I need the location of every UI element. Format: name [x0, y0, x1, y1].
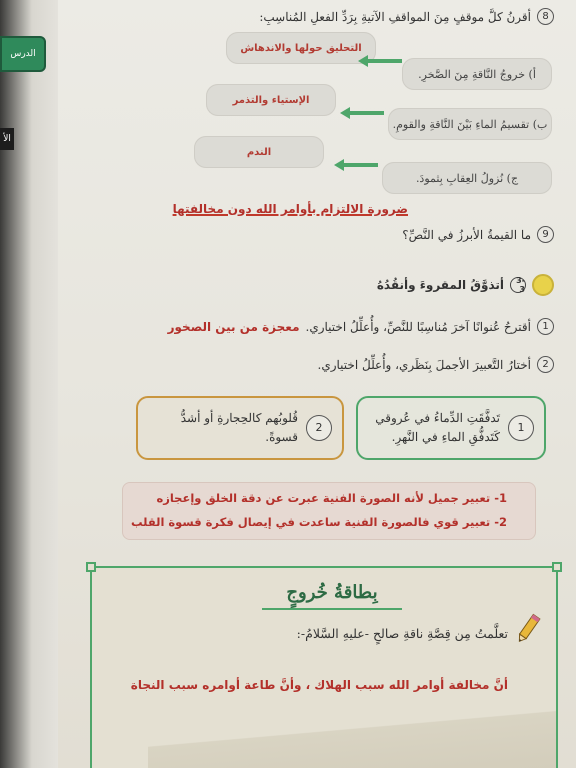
q8-situation-b [388, 108, 552, 140]
lightbulb-icon [532, 274, 554, 296]
q8-answer-a [226, 32, 376, 64]
side-tab-dark-label: الأ [3, 134, 11, 144]
q8-answer-b [206, 84, 336, 116]
side-tab-lesson-label: الدرس [10, 49, 36, 59]
question-8-prompt: أقرنُ كلَّ موقفٍ مِنَ المواقفِ الآتيةِ بِرَدِّ الفعلِ المُناسِبِ: [259, 9, 531, 24]
option-1-number: 1 [508, 415, 534, 441]
taste-q1-prompt: أقترحُ عُنوانًا آخرَ مُناسِبًا للنَّصِّ، وأُعلِّلُ اختياري. [305, 319, 531, 334]
option-1-line-1: تَدفَّقَتِ الدِّماءُ في عُروقي [375, 410, 500, 425]
question-9-number: 9 [537, 226, 554, 243]
taste-q2-prompt: أختارُ التَّعبيرَ الأجملَ بِنَظَري، وأُعلِّلُ اختياري. [317, 357, 531, 372]
question-9 [402, 226, 554, 243]
taste-section-title: أتذوَّقُ المقروءَ وأنقُدُهُ [376, 278, 504, 292]
taste-section-header [377, 274, 554, 296]
section-badge: 3-3 [510, 277, 526, 293]
side-tab-lesson[interactable] [0, 36, 46, 72]
exit-card-answer: أنَّ مخالفة أوامر الله سبب الهلاك ، وأنَّ طاعة أوامره سبب النجاة [130, 678, 508, 692]
option-1-text [375, 409, 500, 447]
taste-q1-answer: معجزة من بين الصخور [167, 319, 300, 334]
option-1-box[interactable] [356, 396, 546, 460]
card-corner [552, 562, 562, 572]
exit-card [90, 566, 558, 768]
option-1-line-2: كَتَدفُّقِ الماءِ في النَّهرِ. [391, 430, 500, 444]
answer-line-1: 1- تعبير جميل لأنه الصورة الفنية عبرت عن دقة الخلق وإعجازه [156, 491, 507, 505]
option-2-number: 2 [306, 415, 332, 441]
page-fold-shadow [148, 708, 556, 768]
exit-card-title-text: بِطاقةُ خُروجٍ [286, 581, 378, 603]
question-8-number: 8 [537, 8, 554, 25]
q8-situation-a-text: أ) خروجُ النَّاقةِ مِنَ الصَّخرِ. [418, 67, 536, 81]
taste-question-2 [318, 356, 554, 373]
arrow-left-icon [332, 158, 380, 172]
taste-q2-number: 2 [537, 356, 554, 373]
question-8 [259, 8, 554, 25]
option-2-text [181, 409, 298, 447]
arrow-left-icon [356, 54, 404, 68]
q8-situation-c [382, 162, 552, 194]
answers-band [122, 482, 536, 540]
question-9-prompt: ما القيمةُ الأبرزُ في النَّصِّ؟ [402, 227, 531, 242]
q8-answer-b-text: الإستياء والتذمر [232, 94, 310, 106]
q8-answer-c [194, 136, 324, 168]
option-2-line-1: قُلوبُهم كالحِجارةِ أو أشدُّ [180, 410, 298, 425]
q8-answer-c-text: الندم [246, 146, 272, 158]
card-corner [86, 562, 96, 572]
exit-card-prompt: تعلَّمتُ مِن قِصَّةِ ناقةِ صالحٍ -عليهِ السَّلامُ-: [296, 626, 508, 641]
q8-situation-a [402, 58, 552, 90]
answer-line-2: 2- تعبير قوي فالصورة الفنية ساعدت في إيصال فكرة قسوة القلب [130, 515, 507, 529]
side-tab-dark[interactable] [0, 128, 14, 150]
pencil-icon [514, 612, 542, 646]
option-2-box[interactable] [136, 396, 344, 460]
taste-q1-number: 1 [537, 318, 554, 335]
q8-situation-c-text: ج) نُزولُ العِقابِ بِثمودَ. [415, 171, 519, 185]
q8-answer-a-text: التحليق حولها والاندهاش [240, 42, 362, 54]
exit-card-title [262, 576, 402, 610]
q9-answer: ضرورة الالتزام بأوامر الله دون مخالفتها [172, 202, 408, 216]
option-2-line-2: قسوةً. [265, 430, 298, 444]
left-page-edge [0, 0, 58, 768]
worksheet-page [58, 0, 576, 768]
arrow-left-icon [338, 106, 386, 120]
taste-question-1 [168, 318, 554, 335]
q8-situation-b-text: ب) تقسيمُ الماءِ بَيْنَ النَّاقةِ والقومِ. [392, 117, 548, 131]
